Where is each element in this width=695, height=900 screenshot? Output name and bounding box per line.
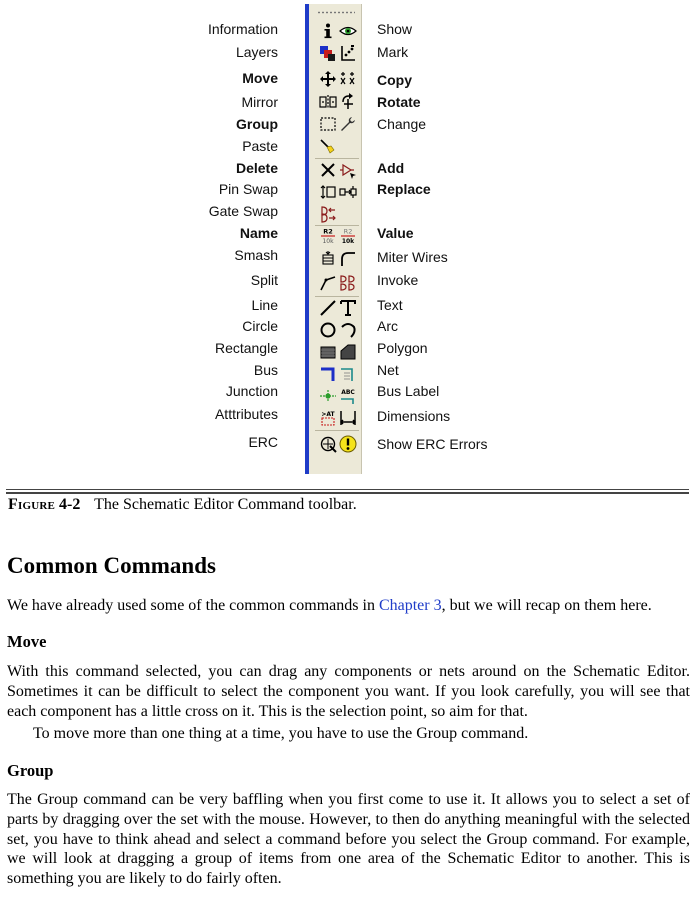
- toolbar-separator: [315, 430, 359, 431]
- circle-icon[interactable]: [319, 321, 337, 339]
- name-icon[interactable]: [319, 227, 337, 245]
- label-copy: Copy: [377, 72, 412, 88]
- bus-icon[interactable]: [319, 365, 337, 383]
- gate-swap-icon[interactable]: [319, 205, 337, 223]
- label-rotate: Rotate: [377, 94, 421, 110]
- label-polygon: Polygon: [377, 340, 428, 356]
- rotate-icon[interactable]: [339, 93, 357, 111]
- miter-wires-icon[interactable]: [339, 250, 357, 268]
- command-toolbar: [305, 4, 362, 474]
- value-icon[interactable]: [339, 227, 357, 245]
- label-group: Group: [236, 116, 278, 132]
- section-title: Common Commands: [7, 553, 216, 578]
- intro-text-start: We have already used some of the common commands in: [7, 597, 379, 614]
- label-net: Net: [377, 362, 399, 378]
- label-gate-swap: Gate Swap: [208, 203, 278, 219]
- label-attributes: Atttributes: [214, 406, 278, 422]
- delete-icon[interactable]: [319, 161, 337, 179]
- mirror-icon[interactable]: [319, 93, 337, 111]
- label-show: Show: [377, 21, 413, 37]
- wrench-icon[interactable]: [339, 115, 357, 133]
- invoke-icon[interactable]: [339, 274, 357, 292]
- toolbar-grip[interactable]: [317, 11, 355, 14]
- line-icon[interactable]: [319, 299, 337, 317]
- move-icon[interactable]: [319, 70, 337, 88]
- rectangle-icon[interactable]: [319, 343, 337, 361]
- label-bus-label: Bus Label: [377, 383, 440, 399]
- layers-icon[interactable]: [319, 44, 337, 62]
- attributes-icon[interactable]: [319, 409, 337, 427]
- caption-figure-word: Figure: [8, 496, 56, 513]
- value-icon-top-text: R2: [343, 227, 353, 236]
- chapter-link[interactable]: Chapter 3: [378, 597, 442, 614]
- label-pin-swap: Pin Swap: [218, 181, 278, 197]
- bus-label-icon[interactable]: [339, 387, 357, 405]
- value-icon-bottom-text: 10k: [341, 238, 355, 245]
- group-icon[interactable]: [319, 115, 337, 133]
- caption-text: The Schematic Editor Command toolbar.: [94, 496, 357, 513]
- mark-icon[interactable]: [339, 44, 357, 62]
- label-invoke: Invoke: [377, 272, 419, 288]
- label-add: Add: [377, 160, 405, 176]
- figure-caption: [8, 496, 357, 514]
- text-icon[interactable]: [339, 299, 357, 317]
- polygon-icon[interactable]: [339, 343, 357, 361]
- label-show-erc-errors: Show ERC Errors: [377, 436, 488, 452]
- label-smash: Smash: [234, 247, 278, 263]
- label-name: Name: [239, 225, 278, 241]
- replace-icon[interactable]: [339, 183, 357, 201]
- move-heading: Move: [7, 632, 47, 651]
- label-change: Change: [377, 116, 427, 132]
- pin-swap-icon[interactable]: [319, 183, 337, 201]
- label-rectangle: Rectangle: [214, 340, 278, 356]
- bus-label-icon-text: ABC: [341, 389, 355, 396]
- label-value: Value: [377, 225, 414, 241]
- name-icon-top-text: R2: [323, 227, 333, 236]
- label-miter-wires: Miter Wires: [377, 249, 448, 265]
- attributes-icon-text: >AT: [321, 411, 335, 418]
- toolbar-separator: [315, 158, 359, 159]
- toolbar-separator: [315, 296, 359, 297]
- caption-rule: [6, 489, 689, 490]
- label-circle: Circle: [242, 318, 278, 334]
- move-paragraph: With this command selected, you can drag any components or nets around on the Schematic Editor. Sometimes it can be difficult to select the component you want. If you look carefully, you will see that each component has a little cross on it. This is the selection point, so aim for that.: [7, 663, 690, 720]
- label-dimensions: Dimensions: [377, 408, 451, 424]
- intro-paragraph: [7, 596, 690, 616]
- toolbar-separator: [315, 225, 359, 226]
- label-text: Text: [377, 297, 403, 313]
- add-icon[interactable]: [339, 161, 357, 179]
- label-move: Move: [242, 70, 278, 86]
- label-information: Information: [207, 21, 278, 37]
- intro-text-end: , but we will recap on them here.: [441, 597, 652, 614]
- label-replace: Replace: [377, 181, 431, 197]
- split-icon[interactable]: [319, 274, 337, 292]
- erc-icon[interactable]: [319, 435, 337, 453]
- copy-icon[interactable]: [339, 70, 357, 88]
- smash-icon[interactable]: [319, 250, 337, 268]
- label-paste: Paste: [242, 138, 278, 154]
- move-paragraph-2: To move more than one thing at a time, you have to use the Group command.: [33, 725, 529, 742]
- label-arc: Arc: [377, 318, 398, 334]
- label-bus: Bus: [253, 362, 278, 378]
- caption-figure-number: 4-2: [59, 496, 81, 513]
- group-heading: Group: [7, 761, 54, 780]
- eye-icon[interactable]: [339, 22, 357, 40]
- name-icon-bottom-text: 10k: [322, 238, 334, 245]
- paste-icon[interactable]: [319, 138, 337, 156]
- label-line: Line: [251, 297, 278, 313]
- dimensions-icon[interactable]: [339, 409, 357, 427]
- warning-icon[interactable]: [339, 435, 357, 453]
- label-split: Split: [250, 272, 278, 288]
- label-delete: Delete: [235, 160, 278, 176]
- label-junction: Junction: [225, 383, 278, 399]
- label-mark: Mark: [377, 44, 409, 60]
- group-paragraph: The Group command can be very baffling when you first come to use it. It allows you to select a set of parts by dragging over the set with the mouse. However, to then do anything meaningful with the selected set, you have to think ahead and select a command before you select the Group command. For example, we will look at dragging a group of items from one area of the Schematic Editor to another. This is something you are likely to do fairly often.: [7, 791, 690, 888]
- junction-icon[interactable]: [319, 387, 337, 405]
- label-mirror: Mirror: [241, 94, 278, 110]
- caption-rule: [6, 492, 689, 494]
- arc-icon[interactable]: [339, 321, 357, 339]
- label-layers: Layers: [235, 44, 278, 60]
- net-icon[interactable]: [339, 365, 357, 383]
- label-erc: ERC: [248, 434, 278, 450]
- info-icon[interactable]: [319, 22, 337, 40]
